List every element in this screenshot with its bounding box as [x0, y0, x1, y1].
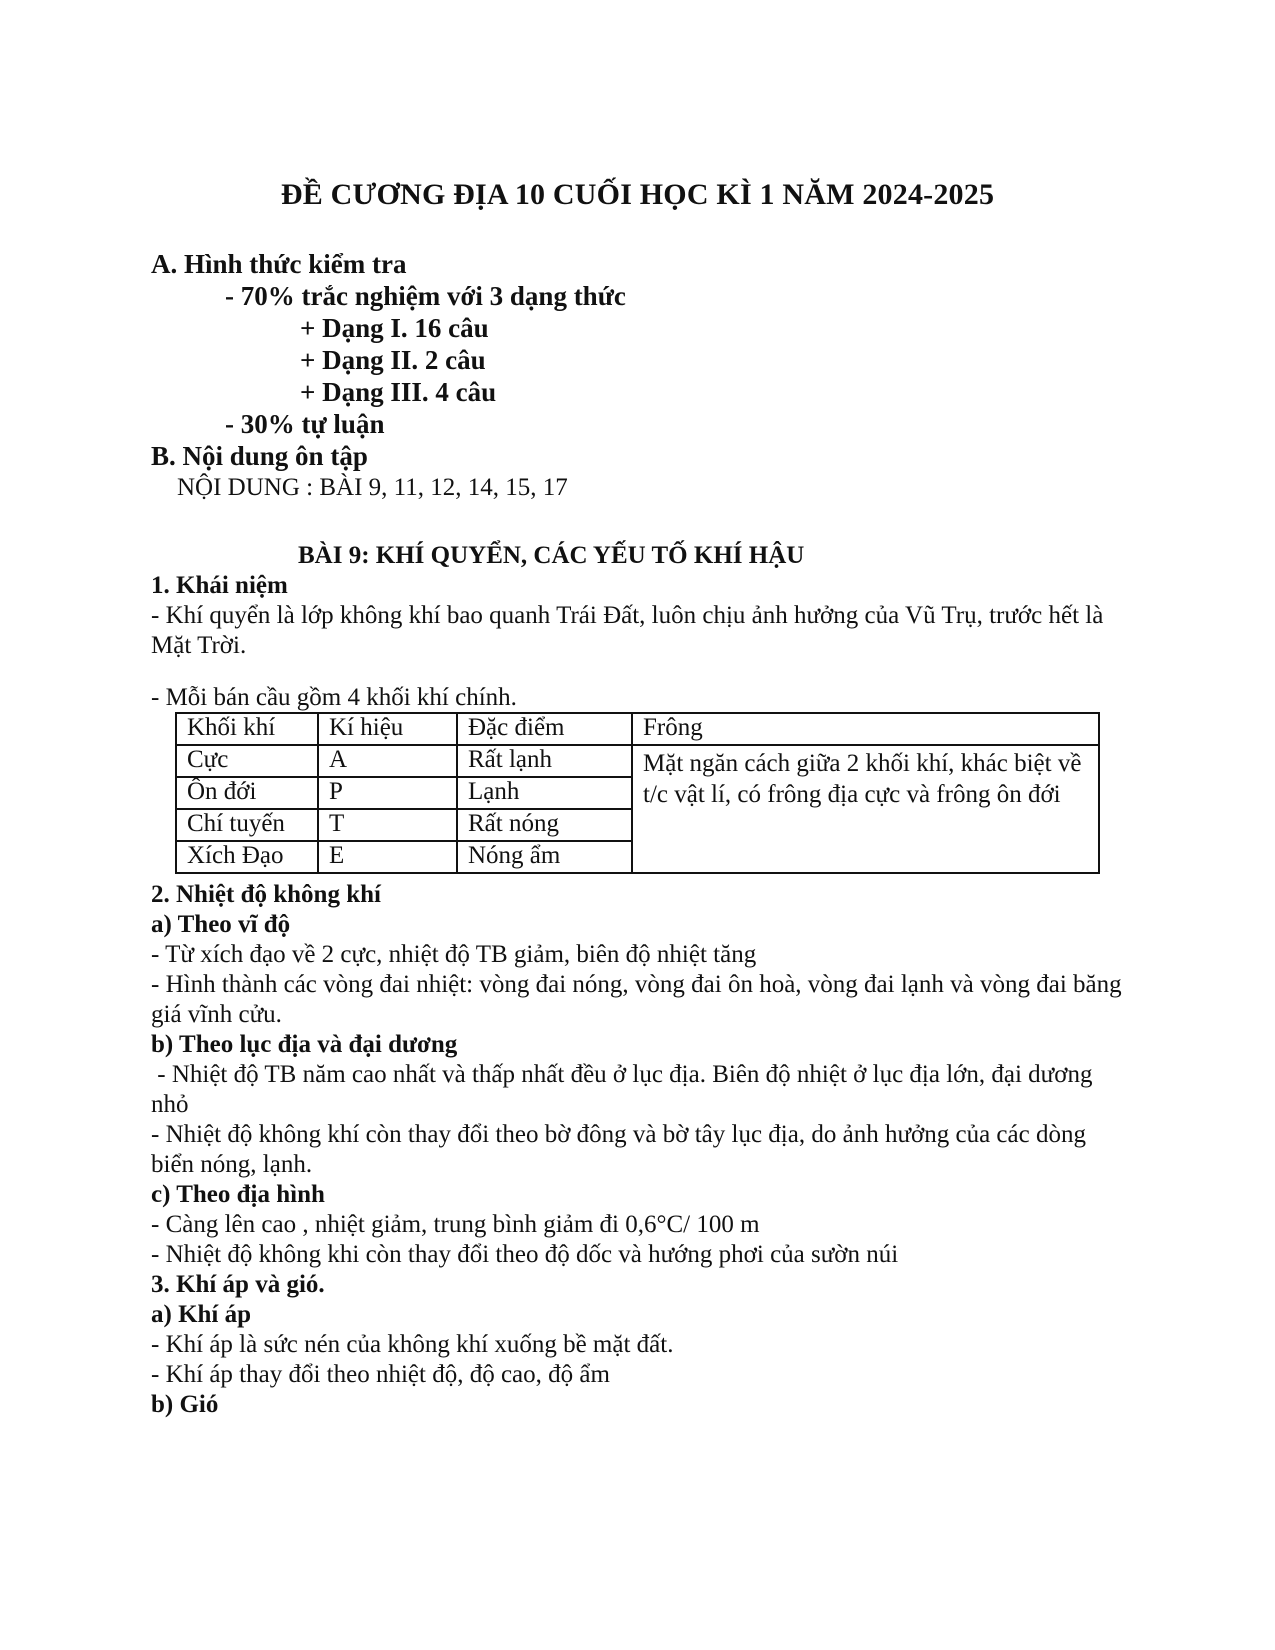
pressure-point-2: - Khí áp thay đổi theo nhiệt độ, độ cao, độ ẩm [151, 1361, 610, 1388]
table-header-cell: Frông [632, 713, 1099, 745]
table-cell: T [318, 809, 457, 841]
table-cell: Rất nóng [457, 809, 632, 841]
table-cell: Chí tuyến [176, 809, 318, 841]
table-header-row [176, 713, 1099, 745]
table-cell: A [318, 745, 457, 777]
exam-format-sub-3: + Dạng III. 4 câu [300, 377, 497, 407]
table-cell: Xích Đạo [176, 841, 318, 873]
continent-ocean-point-1: - Nhiệt độ TB năm cao nhất và thấp nhất đều ở lục địa. Biên độ nhiệt ở lục địa lớn, đại dương nhỏ [151, 1061, 1099, 1118]
concept-paragraph: - Khí quyển là lớp không khí bao quanh Trái Đất, luôn chịu ảnh hưởng của Vũ Trụ, trước hết là Mặt Trời. [151, 602, 1104, 659]
table-cell: P [318, 777, 457, 809]
exam-format-item-2: - 30% tự luận [225, 409, 385, 439]
terrain-point-1: - Càng lên cao , nhiệt giảm, trung bình giảm đi 0,6°C/ 100 m [151, 1211, 760, 1238]
terrain-point-2: - Nhiệt độ không khi còn thay đổi theo độ dốc và hướng phơi của sườn núi [151, 1241, 899, 1268]
air-mass-table [175, 712, 1100, 874]
exam-format-sub-1: + Dạng I. 16 câu [300, 313, 489, 343]
table-cell: Ôn đới [176, 777, 318, 809]
table-row [176, 745, 1099, 777]
lesson-9-heading: BÀI 9: KHÍ QUYỂN, CÁC YẾU TỐ KHÍ HẬU [298, 542, 805, 569]
table-cell: Nóng ẩm [457, 841, 632, 873]
exam-format-sub-2: + Dạng II. 2 câu [300, 345, 486, 375]
table-header-cell: Khối khí [176, 713, 318, 745]
section-2-heading: 2. Nhiệt độ không khí [151, 881, 381, 908]
continent-ocean-point-2: - Nhiệt độ không khí còn thay đổi theo bờ đông và bờ tây lục địa, do ảnh hưởng của các dòng biển nóng, lạnh. [151, 1121, 1086, 1178]
table-cell: E [318, 841, 457, 873]
air-masses-intro: - Mỗi bán cầu gồm 4 khối khí chính. [151, 684, 517, 711]
review-content: NỘI DUNG : BÀI 9, 11, 12, 14, 15, 17 [177, 474, 568, 501]
front-description-cell: Mặt ngăn cách giữa 2 khối khí, khác biệt về t/c vật lí, có frông địa cực và frông ôn đới [632, 745, 1099, 873]
section-b-heading: B. Nội dung ôn tập [151, 441, 368, 471]
latitude-point-1: - Từ xích đạo về 2 cực, nhiệt độ TB giảm, biên độ nhiệt tăng [151, 941, 757, 968]
table-header-cell: Đặc điểm [457, 713, 632, 745]
section-3-heading: 3. Khí áp và gió. [151, 1271, 325, 1298]
section-a-heading: A. Hình thức kiểm tra [151, 249, 407, 279]
table-cell: Rất lạnh [457, 745, 632, 777]
section-1-heading: 1. Khái niệm [151, 572, 288, 599]
section-2c-heading: c) Theo địa hình [151, 1181, 325, 1208]
section-2a-heading: a) Theo vĩ độ [151, 911, 291, 938]
section-2b-heading: b) Theo lục địa và đại dương [151, 1031, 458, 1058]
section-3a-heading: a) Khí áp [151, 1301, 252, 1328]
table-cell: Lạnh [457, 777, 632, 809]
exam-format-item-1: - 70% trắc nghiệm với 3 dạng thức [225, 281, 626, 311]
section-3b-heading: b) Gió [151, 1391, 219, 1418]
latitude-point-2: - Hình thành các vòng đai nhiệt: vòng đai nóng, vòng đai ôn hoà, vòng đai lạnh và vòng đai băng giá vĩnh cửu. [151, 971, 1122, 1028]
document-title: ĐỀ CƯƠNG ĐỊA 10 CUỐI HỌC KÌ 1 NĂM 2024-2025 [280, 178, 995, 211]
pressure-point-1: - Khí áp là sức nén của không khí xuống bề mặt đất. [151, 1331, 674, 1358]
table-cell: Cực [176, 745, 318, 777]
table-header-cell: Kí hiệu [318, 713, 457, 745]
